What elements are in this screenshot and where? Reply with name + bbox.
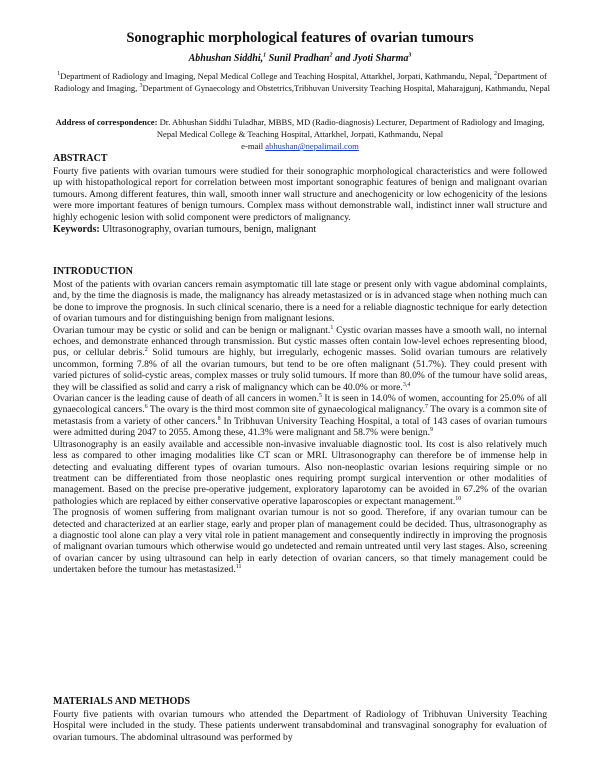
intro-text: Solid tumours are highly, but irregularly, echogenic masses. Solid ovarian tumours are relatively uncommon, forming 7.8% of all the ovarian tumours, but tend to be ore often malignant (51.7%). They could present with varied pictures of solid-cystic areas, complex masses or truly solid tumours. If more than 80.0% of the tumour have solid areas, they will be classified as solid and carry a risk of malignancy which can be 40.0% or more. [53,347,547,393]
email-link[interactable]: abhushan@nepalimail.com [265,141,359,151]
intro-paragraph [53,393,547,439]
intro-text: Ovarian tumour may be cystic or solid and can be benign or malignant. [53,324,331,336]
intro-text: The ovary is a common site of metastasis from a variety of other cancers. [53,404,548,427]
intro-paragraph [53,325,547,393]
intro-paragraph [53,439,547,507]
intro-paragraph: Most of the patients with ovarian cancers remain asymptomatic till late stage or present only with vague abdominal complaints, and, by the time the diagnosis is made, the malignancy has already metastasized or is in advanced stage when nothing much can be done to improve the prognosis. In such clinical scenario, there is a need for a reliable diagnostic technique for early detection of ovarian tumours and for distinguishing benign from malignant lesions. [53,279,547,325]
citation-mark: 8 [217,415,221,422]
affiliations [52,70,552,94]
citation-mark: 5 [318,392,322,399]
affil-mark: 1 [57,71,61,78]
correspondence-label: Address of correspondence: [55,117,158,127]
introduction-section [53,279,547,576]
author-name: Abhushan Siddhi, [188,53,264,64]
author-affil-mark: 2 [329,52,333,59]
author-name: and Jyoti Sharma [332,53,409,64]
citation-mark: 1 [330,324,334,331]
intro-text: It is seen in 14.0% of women, accounting for 25.0% of all gynaecological cancers. [53,393,547,416]
abstract-section [53,166,547,235]
citation-mark: 2 [144,347,148,354]
intro-text: Cystic ovarian masses have a smooth wall, no internal echoes, and demonstrate enhanced through transmission. But cystic masses often contain low-level echoes representing blood, pus, or cellular debris. [53,324,547,359]
affiliation-2: Department of Radiology and Imaging, [54,71,547,93]
methods-section [53,709,547,743]
author-name: Sunil Pradhan [266,53,330,64]
affiliation-1: Department of Radiology and Imaging, Nepal Medical College and Teaching Hospital, Attarkhel, Jorpati, Kathmandu, Nepal, [60,71,492,81]
keywords-label: Keywords: [53,224,100,236]
citation-mark: 11 [235,563,242,570]
intro-text: In Tribhuvan University Teaching Hospital, a total of 143 cases of ovarian tumours were admitted during 2047 to 2055. Among these, 41.3% were malignant and 58.7% were benign. [53,415,547,439]
methods-heading: MATERIALS AND METHODS [53,696,191,707]
author-list [0,53,600,64]
email-label: e-mail [241,141,266,151]
affil-mark: 3 [139,83,143,90]
citation-mark: 6 [144,404,148,411]
keywords-line [53,224,547,235]
methods-paragraph: Fourty five patients with ovarian tumours who attended the Department of Radiology of Tribhuvan University Teaching Hospital were included in the study. These patients underwent transabdominal and transvaginal sonography for evaluation of ovarian tumours. The abdominal ultrasound was performed by [53,709,547,743]
introduction-heading: INTRODUCTION [53,266,134,277]
citation-mark: 3,4 [402,381,411,388]
intro-text: Ultrasonography is an easily available and accessible non-invasive invaluable diagnostic tool. Its cost is also relatively much less as compared to other imaging modalities like CT scan or MRI. Ultrasonography can therefore be of immense help in detecting and evaluating different types of ovarian tumours. Also non-neoplastic ovarian lesions requiring simple or no treatment can be differentiated from those neoplastic ones requiring prompt surgical intervention or other modalities of management. Based on the precise pre-operative judgement, exploratory laparotomy can be avoided in 67.2% of the ovarian pathologies which are replaced by either conservative operative laparoscopies or expectant management. [53,438,547,507]
author-affil-mark: 1 [263,52,267,59]
correspondence [55,116,545,152]
abstract-heading: ABSTRACT [53,153,108,164]
abstract-text: Fourty five patients with ovarian tumours were studied for their sonographic morphological characteristics and were followed up with histopathological report for correlation between most important sonographic features of benign and malignant ovarian tumours. Among different features, thin wall, smooth inner wall structure and anechogenicity or low echogenicity of the lesions were more important features of benign tumours. Complex mass without demonstrable wall, indistinct inner wall structure and highly echogenic lesion with solid component were predictors of malignancy. [53,166,547,223]
keywords-text: Ultrasonography, ovarian tumours, benign, malignant [99,224,317,236]
paper-title: Sonographic morphological features of ovarian tumours [126,30,474,46]
author-affil-mark: 3 [408,52,412,59]
affiliation-3: Department of Gynaecology and Obstetrics,Tribhuvan University Teaching Hospital, Maharajgunj, Kathmandu, Nepal [142,83,550,93]
intro-paragraph [53,507,547,575]
correspondence-text: Dr. Abhushan Siddhi Tuladhar, MBBS, MD (Radio-diagnosis) Lecturer, Department of Radiology and Imaging, Nepal Medical College & Teaching Hospital, Attarkhel, Jorpati, Kathmandu, Nepal [156,117,545,139]
intro-text: Ovarian cancer is the leading cause of death of all cancers in women. [53,393,319,405]
intro-text: The ovary is the third most common site of gynaecological malignancy. [147,404,426,416]
affil-mark: 2 [493,71,497,78]
citation-mark: 10 [455,495,462,502]
intro-text: The prognosis of women suffering from malignant ovarian tumour is not so good. Therefore, if any ovarian tumour can be detected and characterized at an earlier stage, early and proper plan of management could be decided. Thus, ultrasonography as a diagnostic tool alone can play a very vital role in patient management and consequently indirectly in improving the prognosis of malignant ovarian tumours which otherwise would go undetected and remain untreated until very last stages. Also, screening of ovarian cancer by using ultrasound can help in early detection of ovarian cancers, so that timely management could be undertaken before the tumour has metastasized. [53,507,547,576]
citation-mark: 9 [430,427,433,434]
citation-mark: 7 [425,404,429,411]
